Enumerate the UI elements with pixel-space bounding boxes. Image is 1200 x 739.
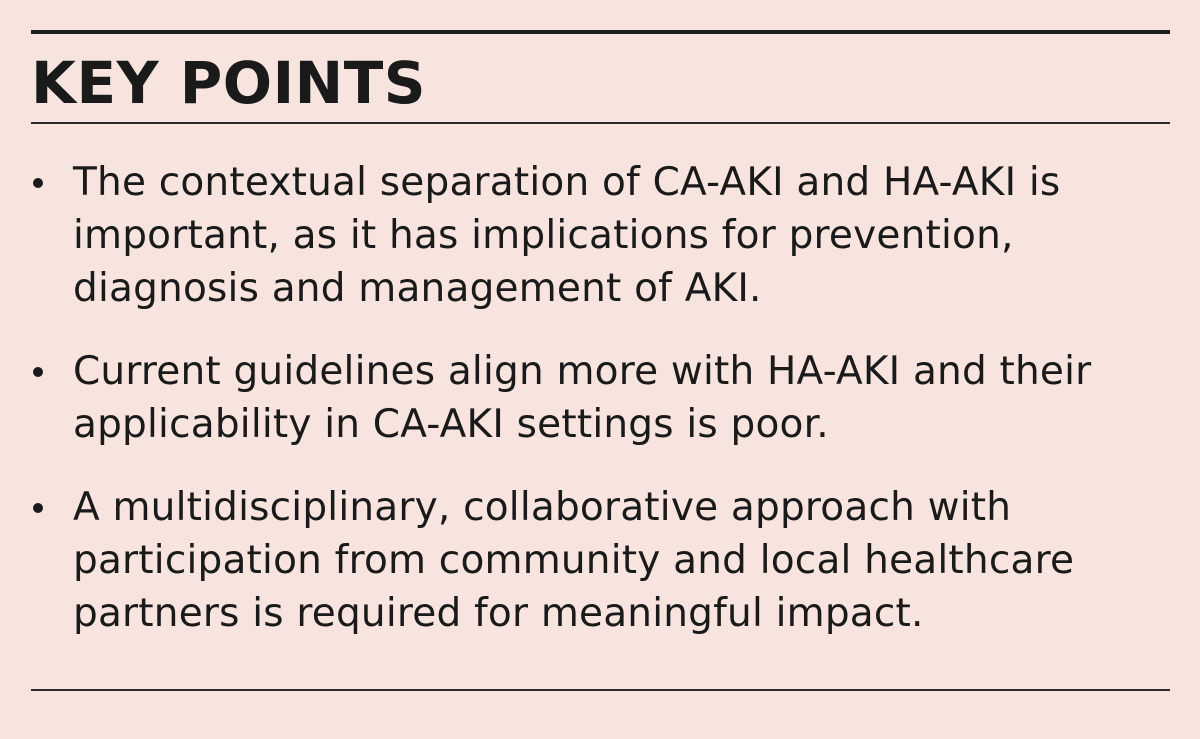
key-points-list: [31, 156, 1170, 670]
key-point-item: [31, 481, 1170, 640]
key-point-text: Current guidelines align more with HA-AKI and their applicability in CA-AKI settings is poor.: [73, 349, 1092, 447]
heading-rule: [31, 122, 1170, 124]
key-point-item: [31, 156, 1170, 315]
key-points-box: [31, 0, 1170, 739]
key-point-item: [31, 345, 1170, 451]
bullet-icon: [33, 503, 43, 513]
bullet-icon: [33, 367, 43, 377]
bottom-rule: [31, 689, 1170, 691]
key-point-text: A multidisciplinary, collaborative approach with participation from community and local healthcare partners is required for meaningful impact.: [73, 485, 1075, 636]
key-point-text: The contextual separation of CA-AKI and HA-AKI is important, as it has implications for prevention, diagnosis and management of AKI.: [73, 160, 1061, 311]
bullet-icon: [33, 178, 43, 188]
top-rule: [31, 30, 1170, 34]
key-points-heading: KEY POINTS: [31, 49, 427, 117]
